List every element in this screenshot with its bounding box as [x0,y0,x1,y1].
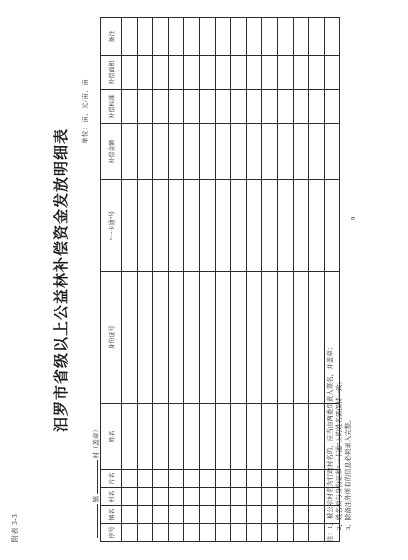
table-cell[interactable] [153,90,169,124]
table-cell[interactable] [137,470,153,488]
table-cell[interactable] [168,524,184,542]
table-row [246,18,262,542]
table-cell[interactable] [231,124,247,180]
table-cell[interactable] [246,180,262,272]
table-cell[interactable] [309,124,325,180]
table-cell[interactable] [277,488,293,506]
table-cell[interactable] [153,18,169,56]
table-cell[interactable] [215,404,231,470]
column-header: 村名 [101,488,122,506]
table-cell[interactable] [137,506,153,524]
table-cell[interactable] [246,524,262,542]
document-title: 汨罗市省级以上公益林补偿资金发放明细表 [54,128,70,433]
table-cell[interactable] [277,90,293,124]
table-row [122,18,138,542]
table-cell[interactable] [246,470,262,488]
table-cell[interactable] [324,18,340,56]
table-cell[interactable] [184,272,200,404]
table-cell[interactable] [293,180,309,272]
table-cell[interactable] [122,272,138,404]
table-cell[interactable] [137,272,153,404]
table-cell[interactable] [277,56,293,90]
subsidy-table [100,17,340,542]
table-row [231,18,247,542]
table-cell[interactable] [324,90,340,124]
column-header: 序号 [101,524,122,542]
table-cell[interactable] [231,90,247,124]
table-cell[interactable] [231,404,247,470]
town-blank [91,504,98,538]
table-cell[interactable] [168,180,184,272]
table-cell[interactable] [293,404,309,470]
table-cell[interactable] [277,470,293,488]
table-cell[interactable] [277,404,293,470]
column-header: 备注 [101,18,122,56]
table-cell[interactable] [184,124,200,180]
table-cell[interactable] [262,18,278,56]
table-cell[interactable] [231,56,247,90]
table-cell[interactable] [293,90,309,124]
table-cell[interactable] [293,524,309,542]
table-row [153,18,169,542]
table-cell[interactable] [215,124,231,180]
table-cell[interactable] [262,180,278,272]
table-cell[interactable] [293,470,309,488]
table-cell[interactable] [137,488,153,506]
table-cell[interactable] [309,180,325,272]
table-cell[interactable] [184,56,200,90]
table-cell[interactable] [153,124,169,180]
table-cell[interactable] [293,56,309,90]
column-header: 片名 [101,470,122,488]
town-village-line [91,426,100,538]
table-row [184,18,200,542]
footnote-line: 3、除备注外所有的信息必须录入完整。 [345,416,352,530]
table-cell[interactable] [215,470,231,488]
table-cell[interactable] [168,90,184,124]
page-number: 9 [350,216,357,220]
table-cell[interactable] [277,524,293,542]
table-cell[interactable] [137,18,153,56]
table-cell[interactable] [199,272,215,404]
table-header-row [101,18,122,542]
table-cell[interactable] [122,488,138,506]
table-cell[interactable] [324,124,340,180]
table-cell[interactable] [262,506,278,524]
table-cell[interactable] [122,506,138,524]
table-cell[interactable] [153,506,169,524]
table-cell[interactable] [277,18,293,56]
table-cell[interactable] [122,524,138,542]
table-cell[interactable] [122,404,138,470]
table-cell[interactable] [231,488,247,506]
table-cell[interactable] [215,18,231,56]
table-cell[interactable] [246,90,262,124]
table-cell[interactable] [184,488,200,506]
table-cell[interactable] [246,56,262,90]
table-cell[interactable] [137,524,153,542]
table-cell[interactable] [199,404,215,470]
table-cell[interactable] [262,404,278,470]
table-cell[interactable] [137,124,153,180]
table-cell[interactable] [309,524,325,542]
table-cell[interactable] [246,272,262,404]
table-cell[interactable] [215,56,231,90]
footnote-line: 注：1、被公示村名为行政村名的，应当由两委负责人签名，并盖章； [327,343,334,542]
column-header: 姓名 [101,404,122,470]
table-row [309,18,325,542]
table-cell[interactable] [262,488,278,506]
table-cell[interactable] [277,124,293,180]
table-cell[interactable] [246,506,262,524]
table-cell[interactable] [309,272,325,404]
table-cell[interactable] [168,18,184,56]
village-suffix: 村（盖章） [93,426,100,459]
table-cell[interactable] [153,470,169,488]
attachment-label: 附表 3-3 [11,513,19,542]
table-cell[interactable] [324,56,340,90]
table-row [293,18,309,542]
table-cell[interactable] [122,56,138,90]
unit-label: 单位：亩、元/亩、亩 [82,78,89,144]
table-cell[interactable] [184,506,200,524]
table-cell[interactable] [153,524,169,542]
table-cell[interactable] [199,18,215,56]
town-suffix: 镇 [93,495,100,503]
table-cell[interactable] [184,524,200,542]
table-cell[interactable] [168,272,184,404]
table-cell[interactable] [309,90,325,124]
table-cell[interactable] [199,506,215,524]
table-cell[interactable] [262,470,278,488]
table-cell[interactable] [215,488,231,506]
table-cell[interactable] [309,506,325,524]
table-cell[interactable] [277,180,293,272]
table-cell[interactable] [199,124,215,180]
table-cell[interactable] [262,56,278,90]
footnote-line: 2、姓名须与身份证和“一卡通”上的姓名需保持一致； [336,377,343,530]
table-cell[interactable] [246,18,262,56]
table-cell[interactable] [153,488,169,506]
table-cell[interactable] [184,470,200,488]
table-cell[interactable] [231,18,247,56]
table-cell[interactable] [137,56,153,90]
table-cell[interactable] [168,56,184,90]
table-cell[interactable] [153,272,169,404]
table-cell[interactable] [122,18,138,56]
footnotes [326,344,353,542]
table-cell[interactable] [168,470,184,488]
table-cell[interactable] [168,404,184,470]
table-cell[interactable] [122,90,138,124]
table-cell[interactable] [262,90,278,124]
village-blank [91,460,98,494]
table-cell[interactable] [293,488,309,506]
table-cell[interactable] [199,470,215,488]
table-cell[interactable] [309,18,325,56]
table-cell[interactable] [231,180,247,272]
table-cell[interactable] [231,272,247,404]
table-row [199,18,215,542]
table-cell[interactable] [122,470,138,488]
table-cell[interactable] [168,488,184,506]
table-row [215,18,231,542]
table-cell[interactable] [168,506,184,524]
table-cell[interactable] [153,404,169,470]
column-header: 补偿金额 [101,124,122,180]
column-header: 补偿面积 [101,56,122,90]
table-cell[interactable] [246,404,262,470]
table-cell[interactable] [309,470,325,488]
table-cell[interactable] [184,90,200,124]
table-cell[interactable] [215,524,231,542]
table-cell[interactable] [199,56,215,90]
table-cell[interactable] [262,272,278,404]
table-cell[interactable] [215,272,231,404]
table-cell[interactable] [262,524,278,542]
table-cell[interactable] [184,404,200,470]
table-cell[interactable] [122,124,138,180]
table-cell[interactable] [277,272,293,404]
table-cell[interactable] [293,272,309,404]
table-cell[interactable] [153,56,169,90]
table-cell[interactable] [199,90,215,124]
table-cell[interactable] [122,180,138,272]
table-cell[interactable] [231,470,247,488]
table-cell[interactable] [199,180,215,272]
table-cell[interactable] [199,488,215,506]
table-cell[interactable] [231,506,247,524]
table-row [262,18,278,542]
table-cell[interactable] [137,180,153,272]
table-cell[interactable] [246,124,262,180]
table-cell[interactable] [309,488,325,506]
table-cell[interactable] [184,180,200,272]
table-cell[interactable] [137,90,153,124]
table-cell[interactable] [293,124,309,180]
column-header: 身份证号 [101,272,122,404]
table-cell[interactable] [309,404,325,470]
table-cell[interactable] [215,506,231,524]
table-cell[interactable] [293,18,309,56]
table-cell[interactable] [277,506,293,524]
table-cell[interactable] [153,180,169,272]
table-cell[interactable] [168,124,184,180]
table-cell[interactable] [309,56,325,90]
column-header: 补偿标准 [101,90,122,124]
table-row [137,18,153,542]
table-cell[interactable] [184,18,200,56]
table-cell[interactable] [199,524,215,542]
table-cell[interactable] [324,180,340,272]
table-cell[interactable] [137,404,153,470]
table-cell[interactable] [262,124,278,180]
table-row [277,18,293,542]
table-cell[interactable] [231,524,247,542]
column-header: “一卡通”号 [101,180,122,272]
column-header: 镇名 [101,506,122,524]
table-cell[interactable] [293,506,309,524]
table-cell[interactable] [215,180,231,272]
table-row [168,18,184,542]
table-cell[interactable] [246,488,262,506]
table-cell[interactable] [215,90,231,124]
